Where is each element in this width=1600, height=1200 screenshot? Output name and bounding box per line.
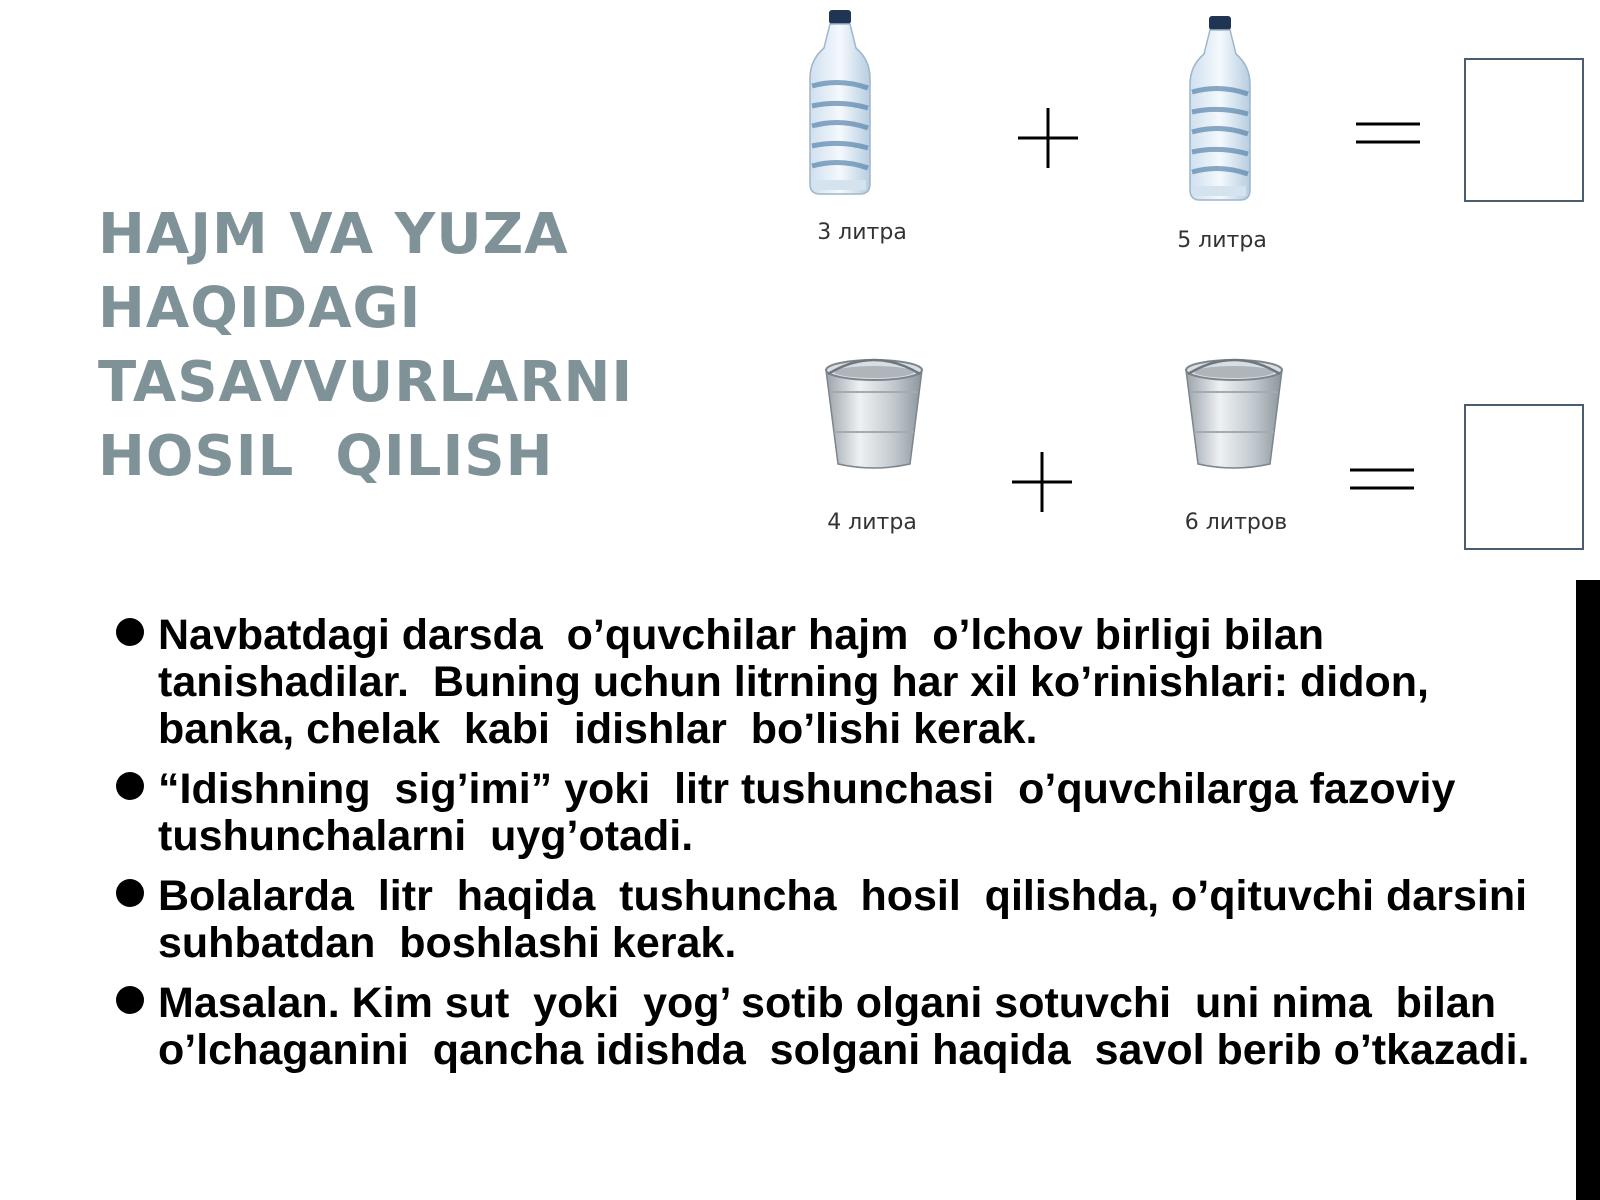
bullet-dot-icon — [116, 618, 144, 646]
title-line: HOSIL QILISH — [98, 424, 554, 489]
bullet-item — [112, 980, 1552, 1074]
answer-box-1[interactable] — [1464, 58, 1584, 202]
right-edge-bar — [1576, 580, 1600, 1200]
answer-box-2[interactable] — [1464, 404, 1584, 550]
bullet-text: Masalan. Kim sut yoki yog’ sotib olgani sotuvchi uni nima bilan o’lchaganini qancha idishda solgani haqida savol berib o’tkazadi. — [158, 979, 1530, 1074]
bullet-text: Bolalarda litr haqida tushuncha hosil qilishda, o’qituvchi darsini suhbatdan boshlashi kerak. — [158, 872, 1551, 967]
slide-title — [98, 198, 698, 494]
bullet-item — [112, 612, 1552, 753]
title-line: TASAVVURLARNI — [98, 350, 634, 415]
caption-right-1: 5 литра — [1177, 228, 1267, 253]
equals-icon — [1354, 116, 1422, 148]
bucket-icon — [1180, 352, 1288, 472]
bullet-dot-icon — [116, 772, 144, 800]
caption-left-1: 3 литра — [817, 220, 907, 245]
bullet-text: Navbatdagi darsda o’quvchilar hajm o’lchov birligi bilan tanishadilar. Buning uchun litrning har xil ko’rinishlari: didon, banka, chelak kabi idishlar bo’lishi kerak. — [158, 611, 1441, 753]
title-line: HAQIDAGI — [98, 276, 422, 341]
plus-icon — [1010, 450, 1074, 514]
bullet-list — [112, 612, 1552, 1087]
bullet-dot-icon — [116, 879, 144, 907]
plus-icon — [1016, 106, 1080, 170]
water-bottle-icon — [1180, 14, 1260, 204]
water-bottle-icon — [800, 8, 880, 198]
equals-icon — [1348, 462, 1416, 494]
bullet-dot-icon — [116, 986, 144, 1014]
caption-right-2: 6 литров — [1184, 510, 1288, 535]
caption-left-2: 4 литра — [827, 510, 917, 535]
title-line: HAJM VA YUZA — [98, 202, 569, 267]
bullet-text: “Idishning sig’imi” yoki litr tushunchasi o’quvchilarga fazoviy tushunchalarni uyg’otadi. — [158, 765, 1468, 860]
bullet-item — [112, 766, 1552, 860]
bucket-icon — [820, 352, 928, 472]
bullet-item — [112, 873, 1552, 967]
